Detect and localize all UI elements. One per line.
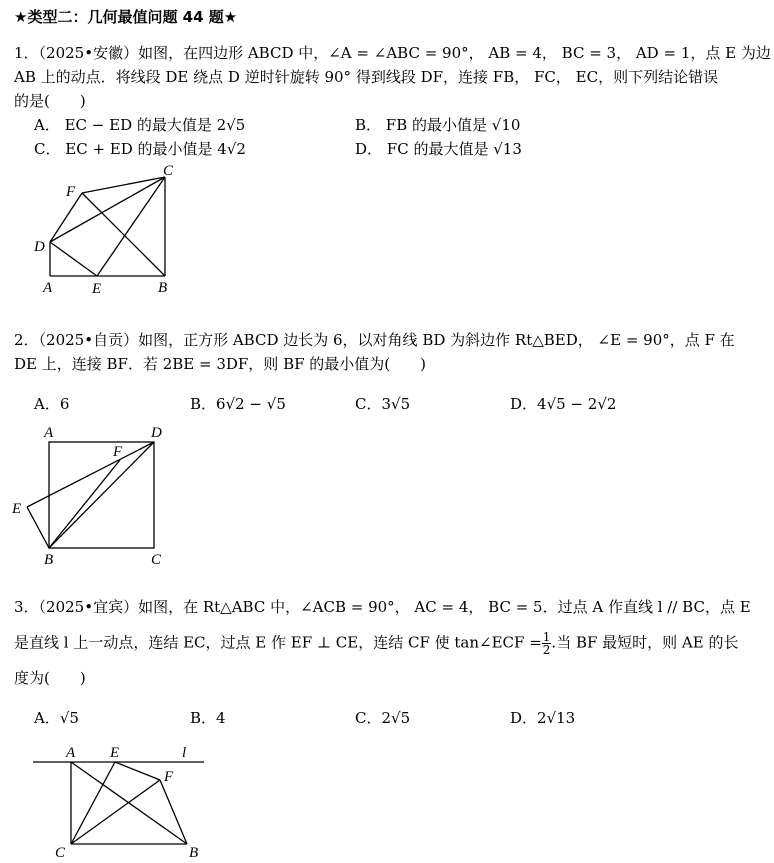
q1-stem-line1: 1．（2025•安徽）如图，在四边形 ABCD 中，∠A = ∠ABC = 90°， AB = 4， BC = 3， AD = 1，点 E 为边: [14, 44, 771, 62]
q3-label-b: B: [189, 845, 199, 861]
q3-label-l: l: [182, 745, 187, 761]
q3-stem-line3: 度为( ): [14, 669, 86, 687]
q2-stem-line2: DE 上，连接 BF．若 2BE = 3DF，则 BF 的最小值为( ): [14, 355, 426, 373]
q1-option-c[interactable]: C． EC + ED 的最小值是 4√2: [34, 140, 246, 158]
q2-figure: [0, 420, 220, 570]
q3-label-c: C: [55, 845, 66, 861]
q1-option-d[interactable]: D． FC 的最大值是 √13: [355, 140, 522, 158]
q3-stem-line2-post: .当 BF 最短时，则 AE 的长: [551, 633, 739, 652]
q3-fraction-numerator: 1: [542, 630, 551, 644]
q2-label-b: B: [44, 552, 54, 568]
q3-stem-line2-pre: 是直线 l 上一动点，连结 EC，过点 E 作 EF ⊥ CE，连结 CF 使 tan∠ECF =: [14, 633, 542, 652]
q3-option-d[interactable]: D．2√13: [510, 709, 576, 727]
q3-option-c[interactable]: C．2√5: [355, 709, 411, 727]
q3-stem-line2: [14, 631, 738, 656]
q1-stem-line3: 的是( ): [14, 92, 86, 110]
q2-label-d: D: [151, 425, 162, 441]
q2-stem-line1: 2．（2025•自贡）如图，正方形 ABCD 边长为 6，以对角线 BD 为斜边作 Rt△BED， ∠E = 90°，点 F 在: [14, 331, 735, 349]
q2-option-d[interactable]: D．4√5 − 2√2: [510, 395, 617, 413]
q3-fraction: [542, 631, 552, 656]
q2-option-c[interactable]: C．3√5: [355, 395, 411, 413]
q1-stem-line2: AB 上的动点．将线段 DE 绕点 D 逆时针旋转 90° 得到线段 DF，连接 FB， FC， EC，则下列结论错误: [14, 68, 719, 86]
q3-label-a: A: [66, 745, 76, 761]
q3-stem-line1: 3．（2025•宜宾）如图，在 Rt△ABC 中，∠ACB = 90°， AC = 4， BC = 5．过点 A 作直线 l // BC，点 E: [14, 598, 751, 616]
q3-fraction-denominator: 2: [542, 643, 551, 657]
q1-option-a[interactable]: A． EC − ED 的最大值是 2√5: [34, 116, 246, 134]
q2-option-a[interactable]: A．6: [34, 395, 70, 413]
q1-label-a: A: [43, 280, 53, 296]
q3-label-e: E: [110, 745, 120, 761]
q1-label-d: D: [34, 239, 45, 255]
q1-figure: [0, 160, 220, 300]
q3-option-a[interactable]: A．√5: [34, 709, 79, 727]
q1-label-f: F: [66, 184, 76, 200]
q3-figure: [0, 738, 220, 863]
q2-label-e: E: [12, 501, 22, 517]
section-title: ★类型二：几何最值问题 44 题★: [14, 8, 238, 26]
q3-option-b[interactable]: B．4: [190, 709, 226, 727]
q2-option-b[interactable]: B．6√2 − √5: [190, 395, 286, 413]
q1-label-e: E: [92, 281, 102, 297]
q1-label-c: C: [163, 163, 174, 179]
q1-option-b[interactable]: B． FB 的最小值是 √10: [355, 116, 521, 134]
q3-label-f: F: [164, 769, 174, 785]
q1-label-b: B: [158, 280, 168, 296]
q2-label-f: F: [113, 444, 123, 460]
q2-label-a: A: [44, 425, 54, 441]
q2-label-c: C: [151, 552, 162, 568]
